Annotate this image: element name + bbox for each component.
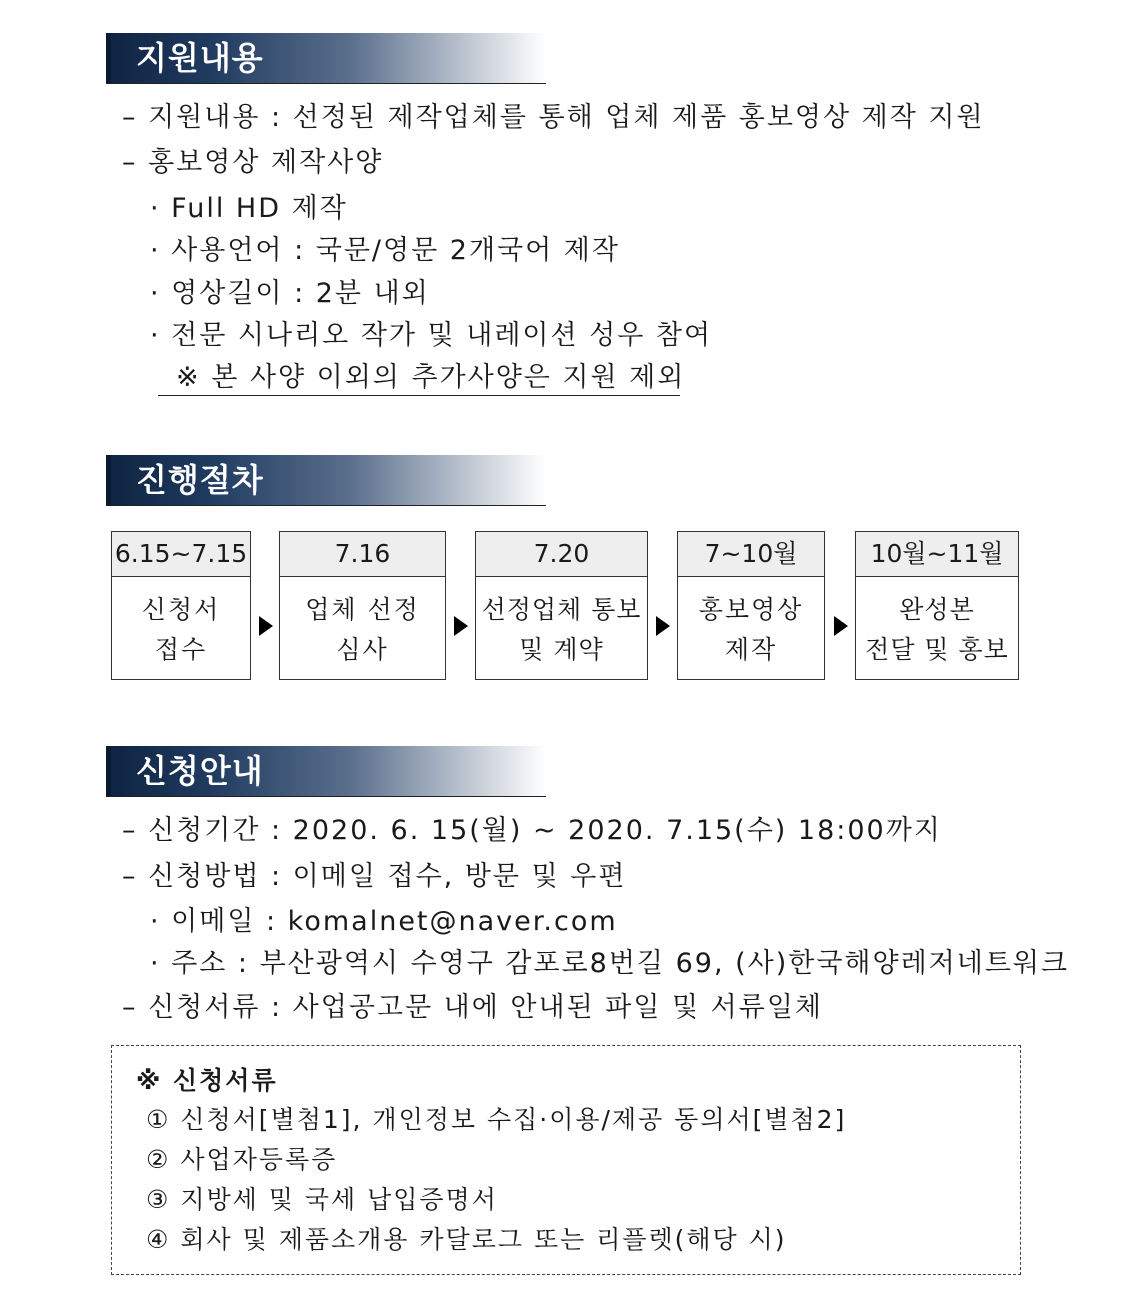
arrow-right-icon xyxy=(259,616,273,636)
required-documents-box xyxy=(111,1045,1021,1275)
process-step xyxy=(279,531,446,680)
docs-title: ※ 신청서류 xyxy=(136,1066,278,1095)
spec-item: · 사용언어 : 국문/영문 2개국어 제작 xyxy=(150,235,620,266)
support-content-line: – 지원내용 : 선정된 제작업체를 통해 업체 제품 홍보영상 제작 지원 xyxy=(122,102,985,133)
step-date: 7~10월 xyxy=(678,532,824,577)
step-desc-line: 홍보영상 xyxy=(698,595,804,624)
application-method-line: – 신청방법 : 이메일 접수, 방문 및 우편 xyxy=(122,861,627,892)
section-header-application xyxy=(106,746,546,797)
step-desc-line: 업체 선정 xyxy=(305,595,420,624)
section-title: 지원내용 xyxy=(136,39,264,77)
spec-item: · 전문 시나리오 작가 및 내레이션 성우 참여 xyxy=(150,320,713,351)
email-line: · 이메일 : komalnet@naver.com xyxy=(150,906,618,937)
arrow-right-icon xyxy=(656,616,670,636)
process-step xyxy=(855,531,1019,680)
section-header-support xyxy=(106,33,546,84)
arrow-right-icon xyxy=(834,616,848,636)
application-period-line: – 신청기간 : 2020. 6. 15(월) ~ 2020. 7.15(수) 18:00까지 xyxy=(122,815,942,846)
arrow-right-icon xyxy=(454,616,468,636)
step-desc-line: 신청서 xyxy=(141,595,221,624)
step-desc-line: 전달 및 홍보 xyxy=(865,635,1009,664)
application-documents-line: – 신청서류 : 사업공고문 내에 안내된 파일 및 서류일체 xyxy=(122,992,823,1023)
section-header-process xyxy=(106,455,546,506)
step-desc-line: 접수 xyxy=(154,635,208,664)
section-title: 신청안내 xyxy=(136,752,264,790)
step-description xyxy=(280,577,445,670)
process-step xyxy=(111,531,251,680)
document-item: ② 사업자등록증 xyxy=(146,1145,338,1174)
video-spec-heading: – 홍보영상 제작사양 xyxy=(122,147,384,178)
step-date: 7.16 xyxy=(280,532,445,577)
step-desc-line: 선정업체 통보 xyxy=(481,595,642,624)
process-step xyxy=(475,531,648,680)
spec-item: · 영상길이 : 2분 내외 xyxy=(150,278,430,309)
spec-item: · Full HD 제작 xyxy=(150,193,348,224)
section-title: 진행절차 xyxy=(136,461,264,499)
step-description xyxy=(476,577,647,670)
step-description xyxy=(678,577,824,670)
address-line: · 주소 : 부산광역시 수영구 감포로8번길 69, (사)한국해양레저네트워크 xyxy=(150,948,1070,979)
step-desc-line: 제작 xyxy=(724,635,778,664)
step-date: 6.15~7.15 xyxy=(112,532,250,577)
step-desc-line: 심사 xyxy=(336,635,389,664)
step-date: 10월~11월 xyxy=(856,532,1018,577)
document-item: ① 신청서[별첨1], 개인정보 수집·이용/제공 동의서[별첨2] xyxy=(146,1105,847,1134)
step-description xyxy=(856,577,1018,670)
step-description xyxy=(112,577,250,670)
document-item: ④ 회사 및 제품소개용 카달로그 또는 리플렛(해당 시) xyxy=(146,1225,787,1254)
step-desc-line: 완성본 xyxy=(899,595,975,624)
process-step xyxy=(677,531,825,680)
step-date: 7.20 xyxy=(476,532,647,577)
spec-note: ※ 본 사양 이외의 추가사양은 지원 제외 xyxy=(158,361,680,396)
document-item: ③ 지방세 및 국세 납입증명서 xyxy=(146,1185,498,1214)
step-desc-line: 및 계약 xyxy=(519,635,604,664)
